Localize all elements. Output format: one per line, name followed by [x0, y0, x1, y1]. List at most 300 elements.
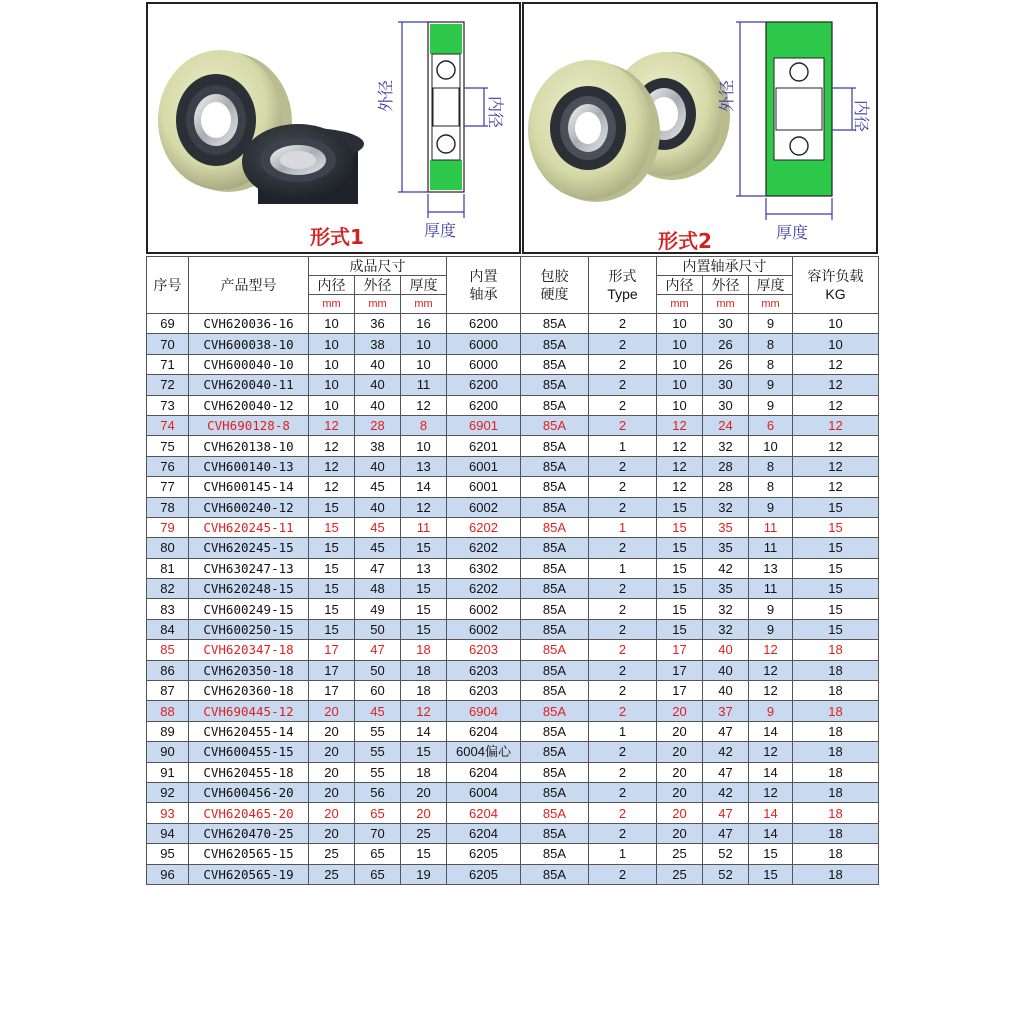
cell-model: CVH620040-11 [189, 375, 309, 395]
cell-load: 12 [793, 395, 879, 415]
cell-thickness: 18 [401, 660, 447, 680]
unit-mm: mm [355, 295, 401, 314]
cell-bearing-inner-dia: 20 [657, 701, 703, 721]
cell-thickness: 16 [401, 314, 447, 334]
cell-bearing: 6202 [447, 538, 521, 558]
header-inner-dia: 内径 [309, 276, 355, 295]
cell-bearing-inner-dia: 15 [657, 579, 703, 599]
unit-mm: mm [749, 295, 793, 314]
cell-bearing: 6204 [447, 803, 521, 823]
cell-seq: 83 [147, 599, 189, 619]
cell-model: CVH600140-13 [189, 456, 309, 476]
cell-hardness: 85A [521, 497, 589, 517]
cell-model: CVH690445-12 [189, 701, 309, 721]
cell-inner-dia: 15 [309, 619, 355, 639]
cell-hardness: 85A [521, 354, 589, 374]
cell-load: 18 [793, 742, 879, 762]
cell-bearing: 6200 [447, 375, 521, 395]
cell-inner-dia: 25 [309, 864, 355, 884]
cell-load: 15 [793, 579, 879, 599]
cell-outer-dia: 45 [355, 477, 401, 497]
cell-load: 12 [793, 415, 879, 435]
cell-bearing-thickness: 10 [749, 436, 793, 456]
cell-inner-dia: 15 [309, 538, 355, 558]
table-row [147, 436, 879, 456]
cell-model: CVH620347-18 [189, 640, 309, 660]
cell-bearing-outer-dia: 42 [703, 742, 749, 762]
cell-inner-dia: 17 [309, 640, 355, 660]
cell-load: 15 [793, 538, 879, 558]
cell-hardness: 85A [521, 701, 589, 721]
cell-hardness: 85A [521, 681, 589, 701]
cell-seq: 74 [147, 415, 189, 435]
cell-thickness: 25 [401, 823, 447, 843]
cell-load: 15 [793, 517, 879, 537]
cell-seq: 96 [147, 864, 189, 884]
cell-outer-dia: 65 [355, 864, 401, 884]
cell-load: 15 [793, 599, 879, 619]
header-coating-hardness: 包胶 硬度 [521, 257, 589, 314]
cell-type: 1 [589, 517, 657, 537]
cell-outer-dia: 40 [355, 375, 401, 395]
cell-type: 2 [589, 599, 657, 619]
cell-load: 12 [793, 375, 879, 395]
cell-hardness: 85A [521, 803, 589, 823]
cell-bearing: 6203 [447, 640, 521, 660]
cell-model: CVH600040-10 [189, 354, 309, 374]
cell-bearing: 6002 [447, 497, 521, 517]
cell-model: CVH620455-18 [189, 762, 309, 782]
cell-inner-dia: 20 [309, 742, 355, 762]
form2-label: 形式2 [658, 229, 712, 252]
cell-bearing: 6000 [447, 354, 521, 374]
cell-bearing: 6204 [447, 762, 521, 782]
cell-bearing-inner-dia: 20 [657, 742, 703, 762]
cell-bearing-inner-dia: 17 [657, 660, 703, 680]
cell-inner-dia: 15 [309, 579, 355, 599]
cell-hardness: 85A [521, 599, 589, 619]
cell-inner-dia: 10 [309, 354, 355, 374]
cell-thickness: 11 [401, 375, 447, 395]
cell-bearing-outer-dia: 40 [703, 660, 749, 680]
cell-inner-dia: 12 [309, 456, 355, 476]
cell-type: 2 [589, 660, 657, 680]
cell-seq: 77 [147, 477, 189, 497]
cell-bearing-inner-dia: 10 [657, 395, 703, 415]
cell-type: 2 [589, 803, 657, 823]
cell-hardness: 85A [521, 395, 589, 415]
cell-seq: 90 [147, 742, 189, 762]
cell-bearing: 6002 [447, 619, 521, 639]
cell-thickness: 10 [401, 436, 447, 456]
cell-inner-dia: 15 [309, 599, 355, 619]
cell-model: CVH620245-15 [189, 538, 309, 558]
table-row [147, 681, 879, 701]
cell-bearing-thickness: 8 [749, 334, 793, 354]
cell-hardness: 85A [521, 436, 589, 456]
cell-inner-dia: 10 [309, 395, 355, 415]
cell-inner-dia: 12 [309, 436, 355, 456]
cell-bearing-thickness: 11 [749, 538, 793, 558]
table-row [147, 538, 879, 558]
cell-hardness: 85A [521, 619, 589, 639]
cell-bearing-outer-dia: 47 [703, 823, 749, 843]
spec-table [146, 256, 879, 885]
cell-inner-dia: 15 [309, 558, 355, 578]
cell-outer-dia: 38 [355, 334, 401, 354]
cell-bearing-inner-dia: 20 [657, 762, 703, 782]
cell-bearing-thickness: 9 [749, 701, 793, 721]
cell-model: CVH630247-13 [189, 558, 309, 578]
cell-thickness: 12 [401, 701, 447, 721]
cell-seq: 93 [147, 803, 189, 823]
cell-model: CVH600038-10 [189, 334, 309, 354]
cell-type: 2 [589, 395, 657, 415]
cell-model: CVH620565-15 [189, 844, 309, 864]
cell-bearing: 6203 [447, 681, 521, 701]
cell-type: 1 [589, 721, 657, 741]
cell-bearing-inner-dia: 10 [657, 354, 703, 374]
cell-bearing-inner-dia: 20 [657, 823, 703, 843]
unit-mm: mm [401, 295, 447, 314]
cell-model: CVH620565-19 [189, 864, 309, 884]
cell-hardness: 85A [521, 477, 589, 497]
cell-bearing-outer-dia: 47 [703, 721, 749, 741]
cell-thickness: 8 [401, 415, 447, 435]
cell-hardness: 85A [521, 579, 589, 599]
cell-seq: 91 [147, 762, 189, 782]
cell-hardness: 85A [521, 456, 589, 476]
cell-thickness: 11 [401, 517, 447, 537]
header-form-type: 形式 Type [589, 257, 657, 314]
table-row [147, 660, 879, 680]
cell-thickness: 18 [401, 681, 447, 701]
cell-outer-dia: 65 [355, 803, 401, 823]
table-row [147, 823, 879, 843]
table-row [147, 742, 879, 762]
table-row [147, 619, 879, 639]
cell-inner-dia: 20 [309, 701, 355, 721]
cell-bearing-outer-dia: 40 [703, 640, 749, 660]
cell-bearing: 6000 [447, 334, 521, 354]
cell-inner-dia: 10 [309, 375, 355, 395]
cell-outer-dia: 40 [355, 354, 401, 374]
cell-bearing-thickness: 9 [749, 599, 793, 619]
cell-bearing-thickness: 6 [749, 415, 793, 435]
cell-thickness: 15 [401, 599, 447, 619]
cell-bearing: 6204 [447, 721, 521, 741]
cell-seq: 85 [147, 640, 189, 660]
cell-bearing-inner-dia: 15 [657, 538, 703, 558]
cell-model: CVH600145-14 [189, 477, 309, 497]
cell-model: CVH620138-10 [189, 436, 309, 456]
cell-bearing-outer-dia: 35 [703, 517, 749, 537]
cell-seq: 81 [147, 558, 189, 578]
cell-bearing: 6004 [447, 782, 521, 802]
cell-model: CVH690128-8 [189, 415, 309, 435]
cell-hardness: 85A [521, 334, 589, 354]
cell-bearing-thickness: 9 [749, 619, 793, 639]
cell-model: CVH620248-15 [189, 579, 309, 599]
cell-load: 18 [793, 640, 879, 660]
table-row [147, 640, 879, 660]
cell-outer-dia: 60 [355, 681, 401, 701]
table-row [147, 415, 879, 435]
cell-seq: 92 [147, 782, 189, 802]
cell-type: 2 [589, 823, 657, 843]
header-bearing-inner-dia: 内径 [657, 276, 703, 295]
cell-load: 18 [793, 762, 879, 782]
cell-load: 18 [793, 823, 879, 843]
cell-bearing-outer-dia: 35 [703, 579, 749, 599]
cell-outer-dia: 50 [355, 619, 401, 639]
thickness-label: 厚度 [424, 221, 457, 240]
table-row [147, 314, 879, 334]
cell-outer-dia: 50 [355, 660, 401, 680]
form1-illustration [148, 4, 519, 252]
cell-hardness: 85A [521, 742, 589, 762]
cell-load: 15 [793, 497, 879, 517]
cell-bearing-outer-dia: 30 [703, 395, 749, 415]
cell-load: 18 [793, 681, 879, 701]
cell-bearing: 6904 [447, 701, 521, 721]
cell-seq: 95 [147, 844, 189, 864]
table-row [147, 721, 879, 741]
cell-load: 18 [793, 782, 879, 802]
cell-inner-dia: 10 [309, 334, 355, 354]
cell-inner-dia: 15 [309, 517, 355, 537]
cell-type: 2 [589, 681, 657, 701]
cell-type: 2 [589, 701, 657, 721]
cell-bearing-thickness: 14 [749, 762, 793, 782]
cell-bearing-thickness: 12 [749, 681, 793, 701]
cell-bearing-inner-dia: 15 [657, 517, 703, 537]
cell-bearing-outer-dia: 28 [703, 477, 749, 497]
table-row [147, 803, 879, 823]
cell-type: 2 [589, 538, 657, 558]
table-row [147, 334, 879, 354]
cell-type: 2 [589, 864, 657, 884]
cell-hardness: 85A [521, 558, 589, 578]
cell-model: CVH600240-12 [189, 497, 309, 517]
cell-type: 2 [589, 334, 657, 354]
cell-bearing-thickness: 13 [749, 558, 793, 578]
table-row [147, 395, 879, 415]
cell-bearing-outer-dia: 37 [703, 701, 749, 721]
cell-outer-dia: 45 [355, 701, 401, 721]
cell-bearing-outer-dia: 35 [703, 538, 749, 558]
black-roller-icon [242, 124, 364, 204]
cell-bearing: 6200 [447, 395, 521, 415]
cell-bearing-outer-dia: 32 [703, 599, 749, 619]
cell-hardness: 85A [521, 375, 589, 395]
cell-outer-dia: 28 [355, 415, 401, 435]
cell-type: 2 [589, 456, 657, 476]
header-built-in-bearing: 内置 轴承 [447, 257, 521, 314]
cell-thickness: 12 [401, 395, 447, 415]
cell-bearing-thickness: 9 [749, 375, 793, 395]
cell-bearing: 6004偏心 [447, 742, 521, 762]
cell-thickness: 12 [401, 497, 447, 517]
cell-bearing-thickness: 8 [749, 354, 793, 374]
product-illustrations [146, 2, 878, 254]
table-row [147, 497, 879, 517]
cell-bearing-outer-dia: 32 [703, 436, 749, 456]
cell-type: 2 [589, 742, 657, 762]
table-row [147, 599, 879, 619]
cell-model: CVH600250-15 [189, 619, 309, 639]
cell-outer-dia: 36 [355, 314, 401, 334]
cell-hardness: 85A [521, 823, 589, 843]
cell-inner-dia: 20 [309, 721, 355, 741]
cell-bearing-inner-dia: 20 [657, 803, 703, 823]
cell-model: CVH620470-25 [189, 823, 309, 843]
cell-inner-dia: 20 [309, 803, 355, 823]
cell-bearing-inner-dia: 12 [657, 436, 703, 456]
cell-bearing-thickness: 14 [749, 721, 793, 741]
cell-outer-dia: 55 [355, 721, 401, 741]
cell-bearing: 6200 [447, 314, 521, 334]
cell-bearing-outer-dia: 24 [703, 415, 749, 435]
cell-bearing-outer-dia: 30 [703, 375, 749, 395]
cell-bearing-outer-dia: 32 [703, 619, 749, 639]
cell-bearing-inner-dia: 12 [657, 415, 703, 435]
cell-inner-dia: 12 [309, 477, 355, 497]
cell-bearing-thickness: 14 [749, 803, 793, 823]
cell-inner-dia: 15 [309, 497, 355, 517]
cell-load: 10 [793, 334, 879, 354]
cell-seq: 79 [147, 517, 189, 537]
cell-thickness: 18 [401, 762, 447, 782]
cell-bearing-thickness: 12 [749, 660, 793, 680]
cell-bearing-inner-dia: 15 [657, 558, 703, 578]
header-bearing-size: 内置轴承尺寸 [657, 257, 793, 276]
cell-seq: 72 [147, 375, 189, 395]
cell-type: 2 [589, 762, 657, 782]
cell-hardness: 85A [521, 538, 589, 558]
cell-seq: 73 [147, 395, 189, 415]
table-row [147, 762, 879, 782]
cell-outer-dia: 48 [355, 579, 401, 599]
cell-bearing-inner-dia: 15 [657, 619, 703, 639]
cell-seq: 86 [147, 660, 189, 680]
cell-bearing: 6201 [447, 436, 521, 456]
table-row [147, 517, 879, 537]
cell-bearing: 6202 [447, 517, 521, 537]
cell-thickness: 15 [401, 742, 447, 762]
cell-outer-dia: 45 [355, 517, 401, 537]
cell-model: CVH620036-16 [189, 314, 309, 334]
cell-bearing-thickness: 8 [749, 456, 793, 476]
cell-outer-dia: 40 [355, 497, 401, 517]
cell-inner-dia: 20 [309, 762, 355, 782]
unit-mm: mm [657, 295, 703, 314]
cell-seq: 78 [147, 497, 189, 517]
cell-type: 1 [589, 558, 657, 578]
cell-bearing-thickness: 12 [749, 640, 793, 660]
cell-hardness: 85A [521, 640, 589, 660]
cell-hardness: 85A [521, 844, 589, 864]
form1-cross-section-icon [428, 22, 464, 192]
inner-dia-label: 内径 [486, 96, 505, 129]
cell-thickness: 15 [401, 844, 447, 864]
cell-load: 18 [793, 844, 879, 864]
cell-bearing-thickness: 9 [749, 314, 793, 334]
inner-dia-label-2: 内径 [852, 100, 871, 133]
cell-inner-dia: 10 [309, 314, 355, 334]
header-bearing-thickness: 厚度 [749, 276, 793, 295]
cell-type: 1 [589, 436, 657, 456]
cell-hardness: 85A [521, 864, 589, 884]
cell-bearing-thickness: 11 [749, 517, 793, 537]
cell-bearing-thickness: 15 [749, 844, 793, 864]
cell-thickness: 15 [401, 619, 447, 639]
cell-bearing-thickness: 14 [749, 823, 793, 843]
cell-bearing-inner-dia: 15 [657, 599, 703, 619]
cell-bearing-inner-dia: 25 [657, 864, 703, 884]
cell-model: CVH600455-15 [189, 742, 309, 762]
cell-bearing-outer-dia: 52 [703, 864, 749, 884]
cell-load: 18 [793, 803, 879, 823]
cell-outer-dia: 47 [355, 640, 401, 660]
unit-mm: mm [703, 295, 749, 314]
cell-model: CVH600249-15 [189, 599, 309, 619]
cell-bearing-thickness: 12 [749, 782, 793, 802]
form2-illustration [524, 4, 876, 252]
cell-bearing-outer-dia: 40 [703, 681, 749, 701]
table-row [147, 558, 879, 578]
header-load: 容许负载 KG [793, 257, 879, 314]
cell-bearing: 6002 [447, 599, 521, 619]
table-row [147, 354, 879, 374]
header-bearing-outer-dia: 外径 [703, 276, 749, 295]
cell-seq: 80 [147, 538, 189, 558]
cell-seq: 87 [147, 681, 189, 701]
table-row [147, 864, 879, 884]
cell-bearing-outer-dia: 30 [703, 314, 749, 334]
cell-outer-dia: 56 [355, 782, 401, 802]
cell-load: 18 [793, 660, 879, 680]
cell-load: 12 [793, 477, 879, 497]
cell-type: 2 [589, 579, 657, 599]
cell-type: 1 [589, 844, 657, 864]
cell-thickness: 20 [401, 803, 447, 823]
cell-outer-dia: 38 [355, 436, 401, 456]
cell-bearing-thickness: 8 [749, 477, 793, 497]
cell-seq: 76 [147, 456, 189, 476]
form2-panel [522, 2, 878, 254]
header-model: 产品型号 [189, 257, 309, 314]
cell-load: 12 [793, 436, 879, 456]
outer-dia-label: 外径 [376, 79, 395, 112]
cell-outer-dia: 70 [355, 823, 401, 843]
cell-model: CVH620360-18 [189, 681, 309, 701]
cell-load: 15 [793, 619, 879, 639]
cell-bearing-thickness: 11 [749, 579, 793, 599]
cell-load: 18 [793, 721, 879, 741]
cell-model: CVH620465-20 [189, 803, 309, 823]
cell-bearing-outer-dia: 32 [703, 497, 749, 517]
header-seq: 序号 [147, 257, 189, 314]
cell-model: CVH620455-14 [189, 721, 309, 741]
cell-hardness: 85A [521, 517, 589, 537]
cell-type: 2 [589, 375, 657, 395]
form2-cross-section-icon [766, 22, 832, 196]
table-row [147, 701, 879, 721]
cell-load: 18 [793, 864, 879, 884]
cell-model: CVH600456-20 [189, 782, 309, 802]
cell-load: 15 [793, 558, 879, 578]
